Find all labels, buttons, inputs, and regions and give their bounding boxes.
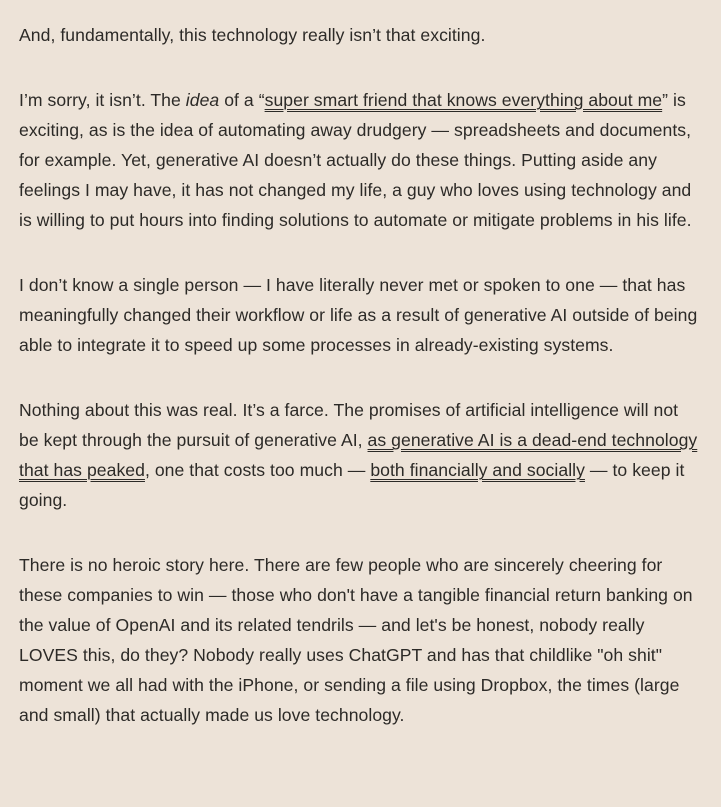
paragraph-2-text-c: ” is exciting, as is the idea of automating away drudgery — spreadsheets and documents, for example. Yet, generative AI doesn’t actually do these things. Putting aside any feelings I may have, it has not changed my life, a guy who loves using technology and is willing to put hours into finding solutions to automate or mitigate problems in his life. (19, 90, 692, 230)
paragraph-1-text: And, fundamentally, this technology really isn’t that exciting. (19, 25, 486, 45)
paragraph-2-text-b: of a “ (219, 90, 265, 110)
link-super-smart-friend[interactable]: super smart friend that knows everything about me (264, 90, 663, 110)
paragraph-4 (19, 395, 699, 515)
paragraph-5-text: There is no heroic story here. There are few people who are sincerely cheering for these companies to win — those who don't have a tangible financial return banking on the value of OpenAI and its related tendrils — and let's be honest, nobody really LOVES this, do they? Nobody really uses ChatGPT and has that childlike "oh shit" moment we all had with the iPhone, or sending a file using Dropbox, the times (large and small) that actually made us love technology. (19, 555, 693, 725)
link-dead-end-technology[interactable]: as generative AI is a dead-end technology that has peaked (19, 430, 698, 480)
paragraph-5 (19, 550, 699, 730)
paragraph-3-text: I don’t know a single person — I have literally never met or spoken to one — that has meaningfully changed their workflow or life as a result of generative AI outside of being able to integrate it to speed up some processes in already-existing systems. (19, 275, 698, 355)
paragraph-2-text-a: I’m sorry, it isn’t. The (19, 90, 186, 110)
paragraph-2 (19, 85, 699, 235)
link-financially-and-socially[interactable]: both financially and socially (370, 460, 585, 480)
paragraph-4-text-b: , one that costs too much — (144, 460, 371, 480)
article-body (19, 20, 699, 765)
emphasis-idea: idea (185, 90, 220, 110)
paragraph-4-text-a: Nothing about this was real. It’s a farce. The promises of artificial intelligence will not be kept through the pursuit of generative AI, (19, 400, 679, 450)
paragraph-1 (19, 20, 699, 50)
paragraph-4-text-c: — to keep it going. (19, 460, 685, 510)
paragraph-3 (19, 270, 699, 360)
